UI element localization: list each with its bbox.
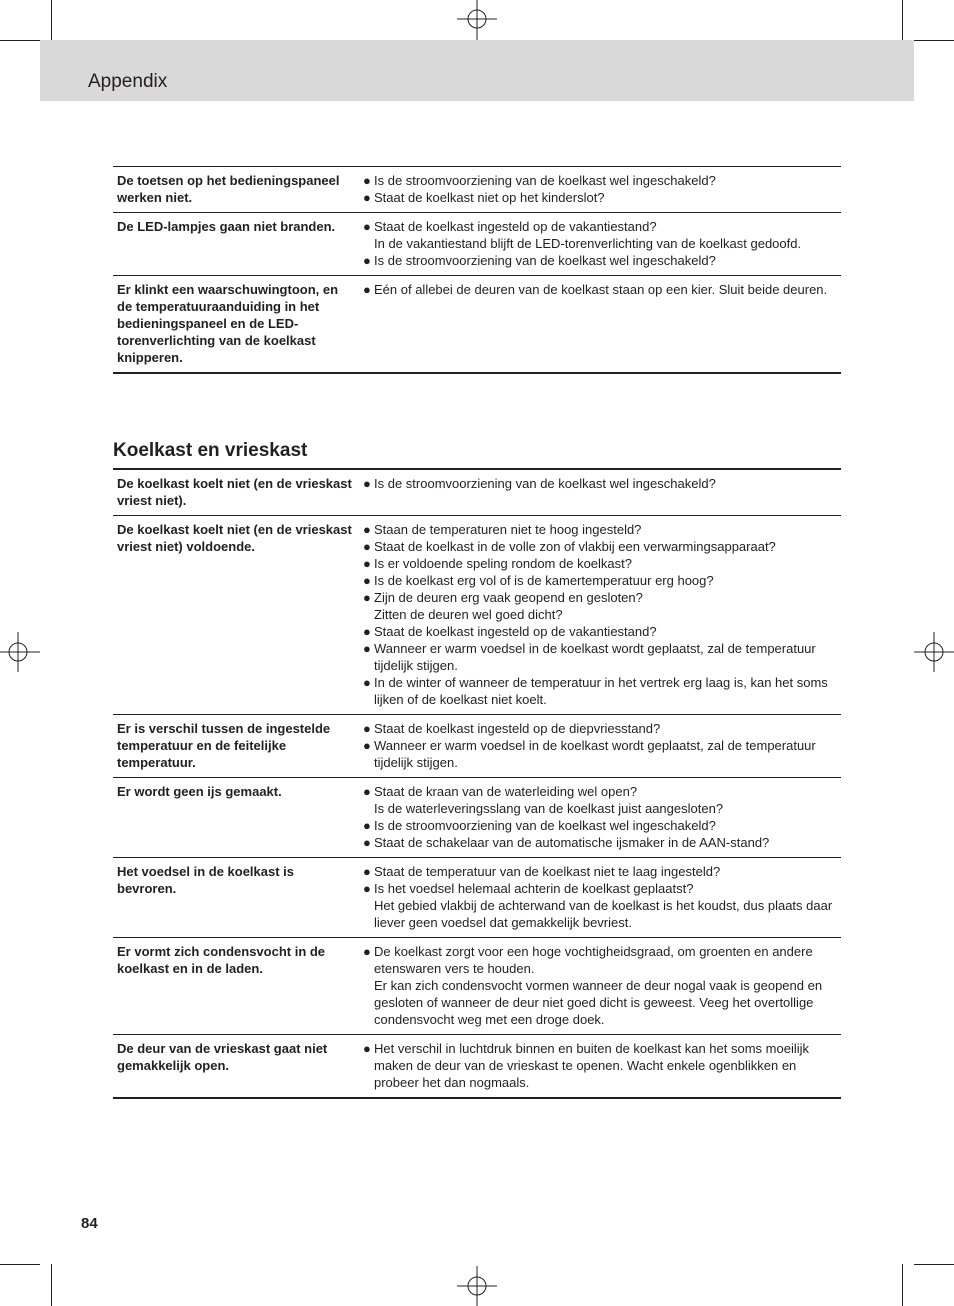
solution-item (363, 218, 837, 235)
solution-text: Staat de koelkast ingesteld op de vakantiestand? (374, 624, 657, 639)
solution-item (363, 640, 837, 674)
bullet-icon: ● (363, 556, 371, 571)
solution-cell (357, 715, 841, 778)
solution-cell (357, 469, 841, 516)
bullet-icon: ● (363, 864, 371, 879)
solution-item (363, 521, 837, 538)
solution-text: Staat de koelkast ingesteld op de diepvriesstand? (374, 721, 661, 736)
bullet-icon: ● (363, 624, 371, 639)
table-row (113, 858, 841, 938)
solution-text: Wanneer er warm voedsel in de koelkast wordt geplaatst, zal de temperatuur tijdelijk stijgen. (374, 738, 816, 770)
problem-cell: De toetsen op het bedieningspaneel werken niet. (113, 167, 357, 213)
solution-text: Is de koelkast erg vol of is de kamertemperatuur erg hoog? (374, 573, 714, 588)
section-title: Koelkast en vrieskast (113, 440, 308, 461)
solution-text: Staan de temperaturen niet te hoog ingesteld? (374, 522, 642, 537)
solution-cell (357, 516, 841, 715)
bullet-icon: ● (363, 1041, 371, 1056)
solution-cell (357, 167, 841, 213)
troubleshooting-table-general (113, 166, 841, 374)
solution-cell (357, 858, 841, 938)
solution-item-note (363, 800, 837, 817)
solution-item (363, 1040, 837, 1091)
solution-text: In de winter of wanneer de temperatuur in het vertrek erg laag is, kan het soms lijken of de koelkast niet koelt. (374, 675, 828, 707)
solution-text: Eén of allebei de deuren van de koelkast staan op een kier. Sluit beide deuren. (374, 282, 828, 297)
bullet-icon: ● (363, 738, 371, 753)
bullet-icon: ● (363, 721, 371, 736)
page-number: 84 (81, 1215, 98, 1232)
solution-item (363, 943, 837, 977)
solution-item (363, 720, 837, 737)
bullet-icon: ● (363, 590, 371, 605)
header-band (40, 40, 914, 101)
registration-mark-icon (914, 632, 954, 672)
solution-item (363, 172, 837, 189)
solution-text: Staat de koelkast in de volle zon of vlakbij een verwarmingsapparaat? (374, 539, 776, 554)
registration-mark-icon (457, 1266, 497, 1306)
solution-item-note (363, 606, 837, 623)
solution-item (363, 834, 837, 851)
crop-mark (914, 1264, 954, 1265)
solution-item (363, 252, 837, 269)
problem-cell: De koelkast koelt niet (en de vrieskast vriest niet). (113, 469, 357, 516)
solution-item (363, 737, 837, 771)
bullet-icon: ● (363, 253, 371, 268)
bullet-icon: ● (363, 835, 371, 850)
bullet-icon: ● (363, 784, 371, 799)
table-row (113, 213, 841, 276)
table-row (113, 778, 841, 858)
table-row (113, 276, 841, 374)
bullet-icon: ● (363, 219, 371, 234)
table-row (113, 715, 841, 778)
bullet-icon: ● (363, 573, 371, 588)
problem-cell: De LED-lampjes gaan niet branden. (113, 213, 357, 276)
table-row (113, 167, 841, 213)
bullet-icon: ● (363, 881, 371, 896)
solution-text: Is er voldoende speling rondom de koelkast? (374, 556, 632, 571)
solution-item-note (363, 235, 837, 252)
bullet-icon: ● (363, 282, 371, 297)
solution-text: Het verschil in luchtdruk binnen en buiten de koelkast kan het soms moeilijk maken de deur van de vrieskast te openen. Wacht enkele ogenblikken en probeer het dan nogmaals. (374, 1041, 810, 1090)
solution-text: Is de stroomvoorziening van de koelkast wel ingeschakeld? (374, 173, 716, 188)
solution-cell (357, 938, 841, 1035)
bullet-icon: ● (363, 522, 371, 537)
table-row (113, 516, 841, 715)
solution-item-note (363, 977, 837, 1028)
bullet-icon: ● (363, 539, 371, 554)
solution-text: Zijn de deuren erg vaak geopend en gesloten? (374, 590, 643, 605)
solution-cell (357, 213, 841, 276)
solution-item (363, 572, 837, 589)
solution-cell (357, 276, 841, 374)
problem-cell: Er is verschil tussen de ingestelde temperatuur en de feitelijke temperatuur. (113, 715, 357, 778)
solution-cell (357, 1035, 841, 1099)
solution-text: Is de stroomvoorziening van de koelkast wel ingeschakeld? (374, 253, 716, 268)
crop-mark (0, 40, 40, 41)
solution-item (363, 189, 837, 206)
solution-item (363, 281, 837, 298)
solution-text: Wanneer er warm voedsel in de koelkast wordt geplaatst, zal de temperatuur tijdelijk stijgen. (374, 641, 816, 673)
bullet-icon: ● (363, 675, 371, 690)
solution-text: Staat de koelkast ingesteld op de vakantiestand? (374, 219, 657, 234)
solution-item (363, 555, 837, 572)
registration-mark-icon (457, 0, 497, 40)
crop-mark (51, 1264, 52, 1306)
solution-text: De koelkast zorgt voor een hoge vochtigheidsgraad, om groenten en andere etenswaren vers te houden. (374, 944, 813, 976)
crop-mark (914, 40, 954, 41)
solution-text: Staat de kraan van de waterleiding wel open? (374, 784, 638, 799)
solution-item (363, 589, 837, 606)
bullet-icon: ● (363, 190, 371, 205)
bullet-icon: ● (363, 944, 371, 959)
table-row (113, 469, 841, 516)
problem-cell: Er wordt geen ijs gemaakt. (113, 778, 357, 858)
solution-item (363, 674, 837, 708)
problem-cell: Er klinkt een waarschuwingtoon, en de temperatuuraanduiding in het bedieningspaneel en de LED-torenverlichting van de koelkast knipperen. (113, 276, 357, 374)
solution-item-note (363, 897, 837, 931)
solution-text: Is de stroomvoorziening van de koelkast wel ingeschakeld? (374, 818, 716, 833)
solution-text: Is het voedsel helemaal achterin de koelkast geplaatst? (374, 881, 694, 896)
problem-cell: Er vormt zich condensvocht in de koelkast en in de laden. (113, 938, 357, 1035)
solution-item (363, 623, 837, 640)
solution-item (363, 863, 837, 880)
solution-text: Er kan zich condensvocht vormen wanneer de deur nogal vaak is geopend en gesloten of wanneer de deur niet goed dicht is geweest. Veeg het overtollige condensvocht weg met een droge doek. (374, 978, 823, 1027)
bullet-icon: ● (363, 173, 371, 188)
table-row (113, 938, 841, 1035)
bullet-icon: ● (363, 641, 371, 656)
solution-text: Is de waterleveringsslang van de koelkast juist aangesloten? (374, 801, 724, 816)
solution-item (363, 880, 837, 897)
bullet-icon: ● (363, 818, 371, 833)
solution-text: Staat de temperatuur van de koelkast niet te laag ingesteld? (374, 864, 721, 879)
solution-text: Is de stroomvoorziening van de koelkast wel ingeschakeld? (374, 476, 716, 491)
solution-item (363, 475, 837, 492)
page-header-title: Appendix (88, 71, 168, 92)
problem-cell: De deur van de vrieskast gaat niet gemakkelijk open. (113, 1035, 357, 1099)
solution-item (363, 817, 837, 834)
crop-mark (902, 1264, 903, 1306)
solution-item (363, 538, 837, 555)
solution-text: Zitten de deuren wel goed dicht? (374, 607, 563, 622)
registration-mark-icon (0, 632, 40, 672)
solution-text: In de vakantiestand blijft de LED-torenverlichting van de koelkast gedoofd. (374, 236, 802, 251)
solution-text: Het gebied vlakbij de achterwand van de koelkast is het koudst, dus plaats daar liever geen voedsel dat gemakkelijk bevriest. (374, 898, 833, 930)
table-row (113, 1035, 841, 1099)
crop-mark (0, 1264, 40, 1265)
solution-text: Staat de koelkast niet op het kinderslot? (374, 190, 605, 205)
solution-item (363, 783, 837, 800)
bullet-icon: ● (363, 476, 371, 491)
problem-cell: Het voedsel in de koelkast is bevroren. (113, 858, 357, 938)
solution-cell (357, 778, 841, 858)
problem-cell: De koelkast koelt niet (en de vrieskast vriest niet) voldoende. (113, 516, 357, 715)
solution-text: Staat de schakelaar van de automatische ijsmaker in de AAN-stand? (374, 835, 770, 850)
troubleshooting-table-fridge-freezer (113, 468, 841, 1099)
